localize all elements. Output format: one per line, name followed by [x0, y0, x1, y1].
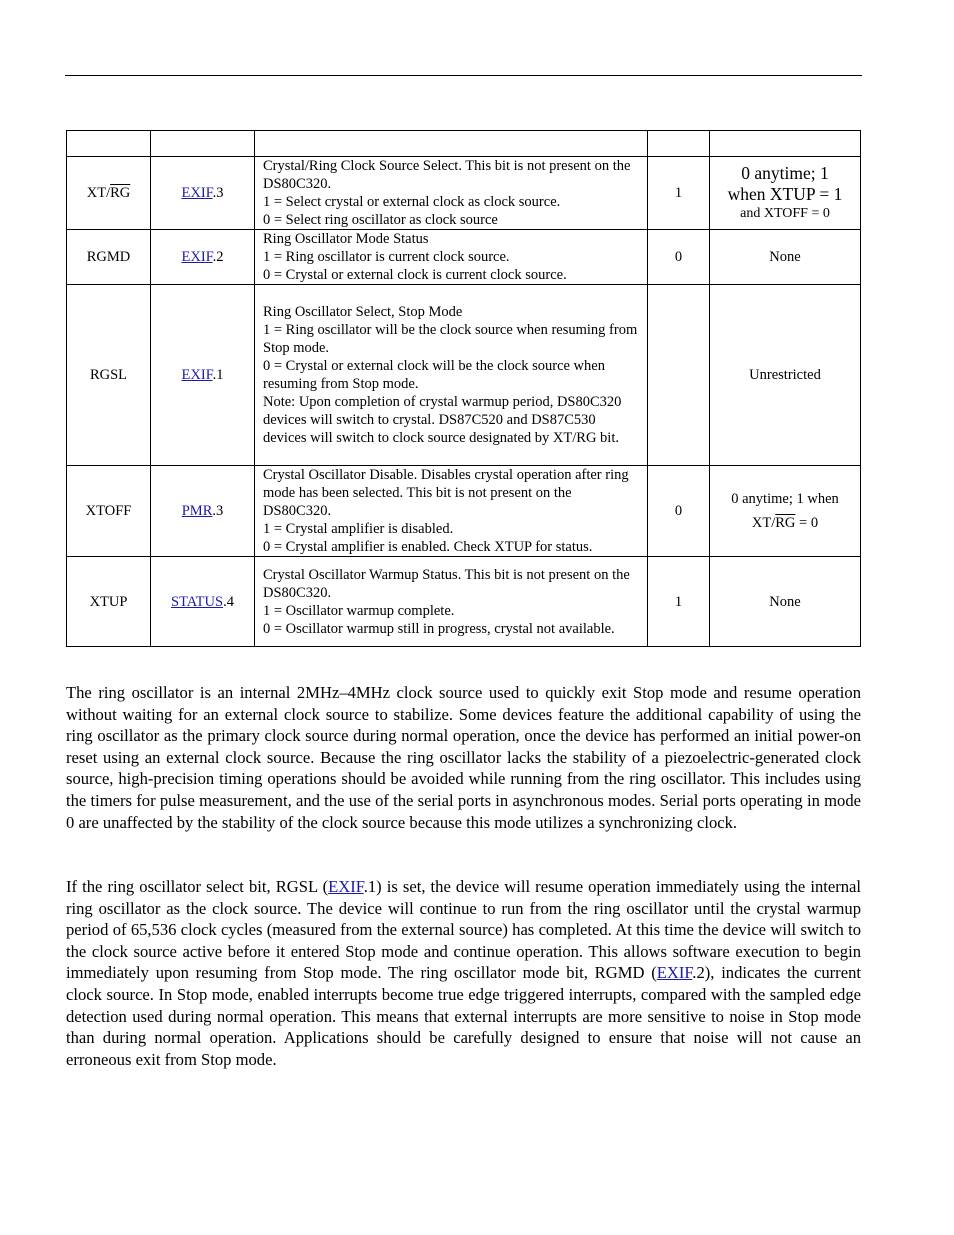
- ring-oscillator-paragraph: The ring oscillator is an internal 2MHz–4MHz clock source used to quickly exit Stop mode and resume operation without waiting for an external clock source to stabilize. Some devices feature the additional capability of using the ring oscillator as the primary clock source during normal operation, once the device has performed an initial power-on reset using an external clock source. Because the ring oscillator lacks the stability of a piezoelectric-generated clock source, high-precision timing operations should be avoided while running from the ring oscillator. This includes using the timers for pulse measurement, and the use of the serial ports in asynchronous modes. Serial ports operating in mode 0 are unaffected by the stability of the clock source because this mode utilizes a synchronizing clock.: [66, 683, 861, 832]
- exif-link[interactable]: EXIF: [656, 963, 693, 983]
- description-cell: Ring Oscillator Select, Stop Mode 1 = Ring oscillator will be the clock source when resuming from Stop mode. 0 = Crystal or external clock will be the clock source when resuming from Stop mode. Note: Upon completion of crystal warmup period, DS80C320 devices will switch to crystal. DS87C520 and DS87C530 devices will switch to clock source designated by XT/RG bit.: [255, 285, 648, 466]
- write-access-cell: None: [710, 557, 861, 647]
- write-access-cell: 0 anytime; 1 when XTUP = 1 and XTOFF = 0: [710, 157, 861, 230]
- reset-value-cell: 0: [648, 466, 710, 557]
- write-access-cell: Unrestricted: [710, 285, 861, 466]
- exif-link[interactable]: EXIF: [181, 185, 213, 201]
- table-row: [67, 285, 861, 466]
- location-cell: EXIF.2: [151, 230, 255, 285]
- table-row: [67, 466, 861, 557]
- bit-name-cell: XTOFF: [67, 466, 151, 557]
- reset-value-cell: 1: [648, 157, 710, 230]
- table-row: [67, 157, 861, 230]
- reset-value-cell: [648, 285, 710, 466]
- bit-name-cell: RGMD: [67, 230, 151, 285]
- header-cell-location: [151, 131, 255, 157]
- description-cell: Ring Oscillator Mode Status 1 = Ring oscillator is current clock source. 0 = Crystal or external clock is current clock source.: [255, 230, 648, 285]
- exif-link[interactable]: EXIF: [181, 367, 213, 383]
- exif-link[interactable]: EXIF: [328, 877, 364, 896]
- register-bit-table: [66, 130, 861, 647]
- write-access-cell: 0 anytime; 1 when $XT/\overline{RG} = 0$: [710, 466, 861, 557]
- ring-oscillator-select-paragraph: If the ring oscillator select bit, RGSL (EXIF.1) is set, the device will resume operation immediately using the internal ring oscillator as the clock source. The device will continue to run from the ring oscillator until the crystal warmup period of 65,536 clock cycles (measured from the external source) has completed. At this time the device will switch to the clock source active before it entered Stop mode and continue operation. This allows software execution to begin immediately upon resuming from Stop mode. The ring oscillator mode bit, RGMD (EXIF.2), indicates the current clock source. In Stop mode, enabled interrupts become true edge triggered interrupts, compared with the sampled edge detection used during normal operation. This means that external interrupts are more sensitive to noise in Stop mode than during normal operation. Applications should be carefully designed to ensure that noise will not cause an erroneous exit from Stop mode.: [66, 877, 862, 1069]
- write-access-cell: None: [710, 230, 861, 285]
- description-cell: Crystal Oscillator Disable. Disables crystal operation after ring mode has been selected. This bit is not present on the DS80C320. 1 = Crystal amplifier is disabled. 0 = Crystal amplifier is enabled. Check XTUP for status.: [255, 466, 648, 557]
- description-cell: Crystal/Ring Clock Source Select. This bit is not present on the DS80C320. 1 = Select crystal or external clock as clock source. 0 = Select ring oscillator as clock source: [255, 157, 648, 230]
- header-cell-bit: [67, 131, 151, 157]
- bit-name-xt-rg: $XT/\overline{RG}$: [86, 185, 131, 201]
- reset-value-cell: 1: [648, 557, 710, 647]
- status-link[interactable]: STATUS: [171, 593, 224, 610]
- pmr-link[interactable]: PMR: [181, 503, 213, 519]
- bit-name-cell: RGSL: [67, 285, 151, 466]
- table-header-row: [67, 131, 861, 157]
- location-cell: EXIF.1: [151, 285, 255, 466]
- header-rule: [65, 75, 862, 76]
- location-cell: STATUS.4: [151, 557, 255, 647]
- description-cell: Crystal Oscillator Warmup Status. This bit is not present on the DS80C320. 1 = Oscillator warmup complete. 0 = Oscillator warmup still in progress, crystal not available.: [255, 557, 648, 647]
- header-cell-reset: [648, 131, 710, 157]
- table-row: [67, 230, 861, 285]
- location-cell: EXIF.3: [151, 157, 255, 230]
- bit-name-cell: [67, 157, 151, 230]
- bit-name-cell: XTUP: [67, 557, 151, 647]
- table-row: [67, 557, 861, 647]
- exif-link[interactable]: EXIF: [181, 249, 213, 265]
- header-cell-description: [255, 131, 648, 157]
- reset-value-cell: 0: [648, 230, 710, 285]
- location-cell: PMR.3: [151, 466, 255, 557]
- header-cell-write-access: [710, 131, 861, 157]
- xt-rg-condition: $XT/\overline{RG} = 0$: [751, 515, 819, 531]
